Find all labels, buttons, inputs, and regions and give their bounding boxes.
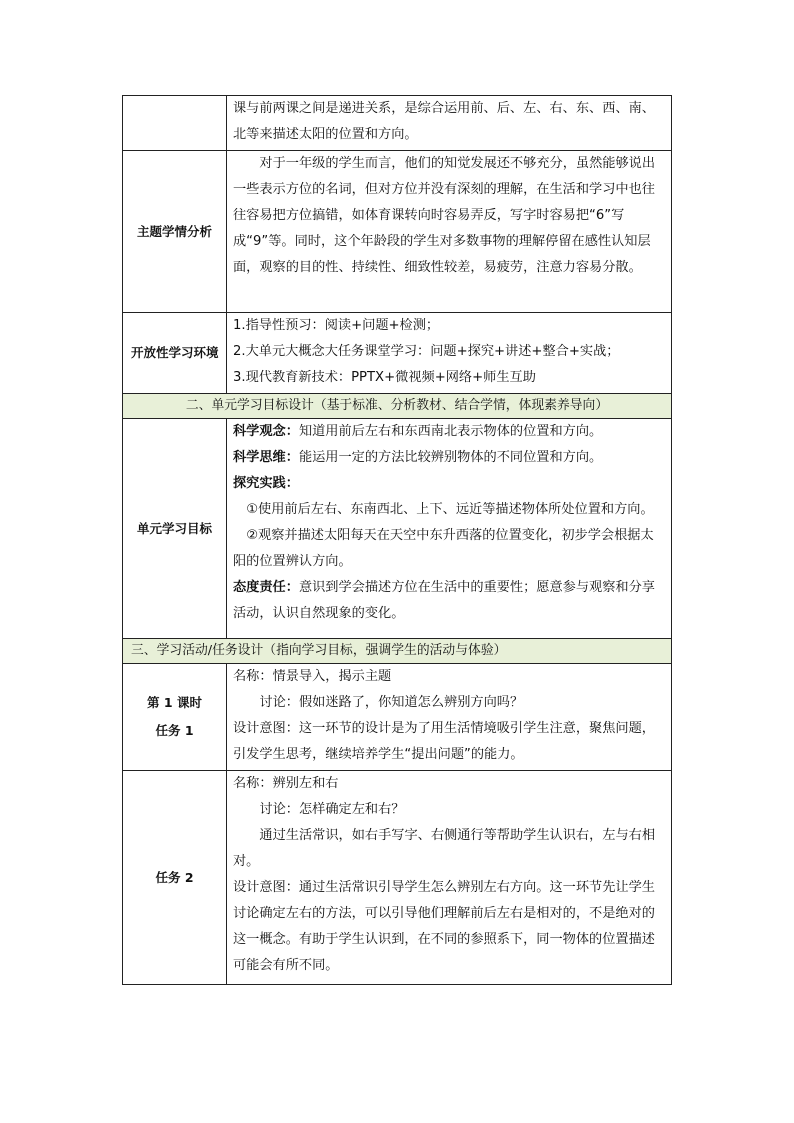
task1-task-label: 任务 1: [155, 723, 194, 738]
task2-design: 设计意图：通过生活常识引导学生怎么辨别左右方向。这一环节先让学生讨论确定左右的方法，可以引导他们理解前后左右是相对的，不是绝对的这一概念。有助于学生认识到，在不同的参照系下，同一物体的位置描述可能会有所不同。: [233, 880, 655, 973]
section-2-heading: 二、单元学习目标设计（基于标准、分析教材、结合学情，体现素养导向）: [123, 394, 672, 419]
table-row: [123, 313, 672, 394]
student-analysis-text: 对于一年级的学生而言，他们的知觉发展还不够充分，虽然能够说出一些表示方位的名词，但对方位并没有深刻的理解，在生活和学习中也往往容易把方位搞错，如体育课转向时容易弄反，写字时容易把“6”写成“9”等。同时，这个年龄段的学生对多数事物的理解停留在感性认知层面，观察的目的性、持续性、细致性较差，易疲劳，注意力容易分散。: [233, 156, 656, 275]
open-env-label: 开放性学习环境: [123, 313, 227, 394]
open-env-item-3: 3.现代教育新技术：PPTX+微视频+网络+师生互助: [233, 370, 536, 385]
goal-concept-text: 知道用前后左右和东西南北表示物体的位置和方向。: [298, 424, 603, 439]
task1-label: [123, 664, 227, 771]
section-3-heading: 三、学习活动/任务设计（指向学习目标，强调学生的活动与体验）: [123, 639, 672, 664]
goal-attitude-label: 态度责任：: [233, 580, 299, 595]
goal-practice-label: 探究实践：: [233, 476, 299, 491]
intro-continuation-text: 课与前两课之间是递进关系，是综合运用前、后、左、右、东、西、南、北等来描述太阳的位置和方向。: [233, 101, 655, 142]
label-cell-empty: [123, 96, 227, 151]
goal-concept-label: 科学观念：: [233, 424, 299, 439]
content-cell: [227, 771, 672, 985]
content-cell: [227, 151, 672, 313]
task1-lesson-label: 第 1 课时: [147, 695, 202, 710]
goal-thinking: [233, 445, 665, 471]
table-row: [123, 394, 672, 419]
unit-goals-label: 单元学习目标: [123, 419, 227, 639]
content-cell: [227, 313, 672, 394]
table-row: [123, 419, 672, 639]
content-cell: [227, 96, 672, 151]
goal-attitude-text: 意识到学会描述方位在生活中的重要性；愿意参与观察和分享活动，认识自然现象的变化。: [233, 580, 655, 621]
open-env-item-2: 2.大单元大概念大任务课堂学习：问题+探究+讲述+整合+实战；: [233, 344, 620, 359]
goal-thinking-text: 能运用一定的方法比较辨别物体的不同位置和方向。: [298, 450, 603, 465]
goal-attitude: [233, 575, 665, 627]
task1-design: 设计意图：这一环节的设计是为了用生活情境吸引学生注意，聚焦问题，引发学生思考，继续培养学生“提出问题”的能力。: [233, 721, 655, 762]
table-row: [123, 96, 672, 151]
table-row: [123, 771, 672, 985]
task1-discuss: 讨论：假如迷路了，你知道怎么辨别方向吗？: [259, 695, 524, 710]
goal-practice-2: ②观察并描述太阳每天在天空中东升西落的位置变化，初步学会根据太阳的位置辨认方向。: [233, 528, 654, 569]
student-analysis-label: 主题学情分析: [123, 151, 227, 313]
task1-name: 名称：情景导入，揭示主题: [233, 669, 392, 684]
task2-name: 名称：辨别左和右: [233, 776, 339, 791]
goal-practice-1: ①使用前后左右、东南西北、上下、远近等描述物体所处位置和方向。: [246, 502, 654, 517]
task2-discuss: 讨论：怎样确定左和右？: [259, 802, 405, 817]
table-row: [123, 639, 672, 664]
content-cell: [227, 419, 672, 639]
open-env-item-1: 1.指导性预习：阅读+问题+检测；: [233, 318, 440, 333]
task2-detail: 通过生活常识，如右手写字、右侧通行等帮助学生认识右，左与右相对。: [233, 828, 656, 869]
goal-concept: [233, 419, 665, 445]
lesson-plan-table: [122, 95, 672, 985]
table-row: [123, 151, 672, 313]
task2-label: 任务 2: [123, 771, 227, 985]
table-row: [123, 664, 672, 771]
content-cell: [227, 664, 672, 771]
goal-thinking-label: 科学思维：: [233, 450, 299, 465]
